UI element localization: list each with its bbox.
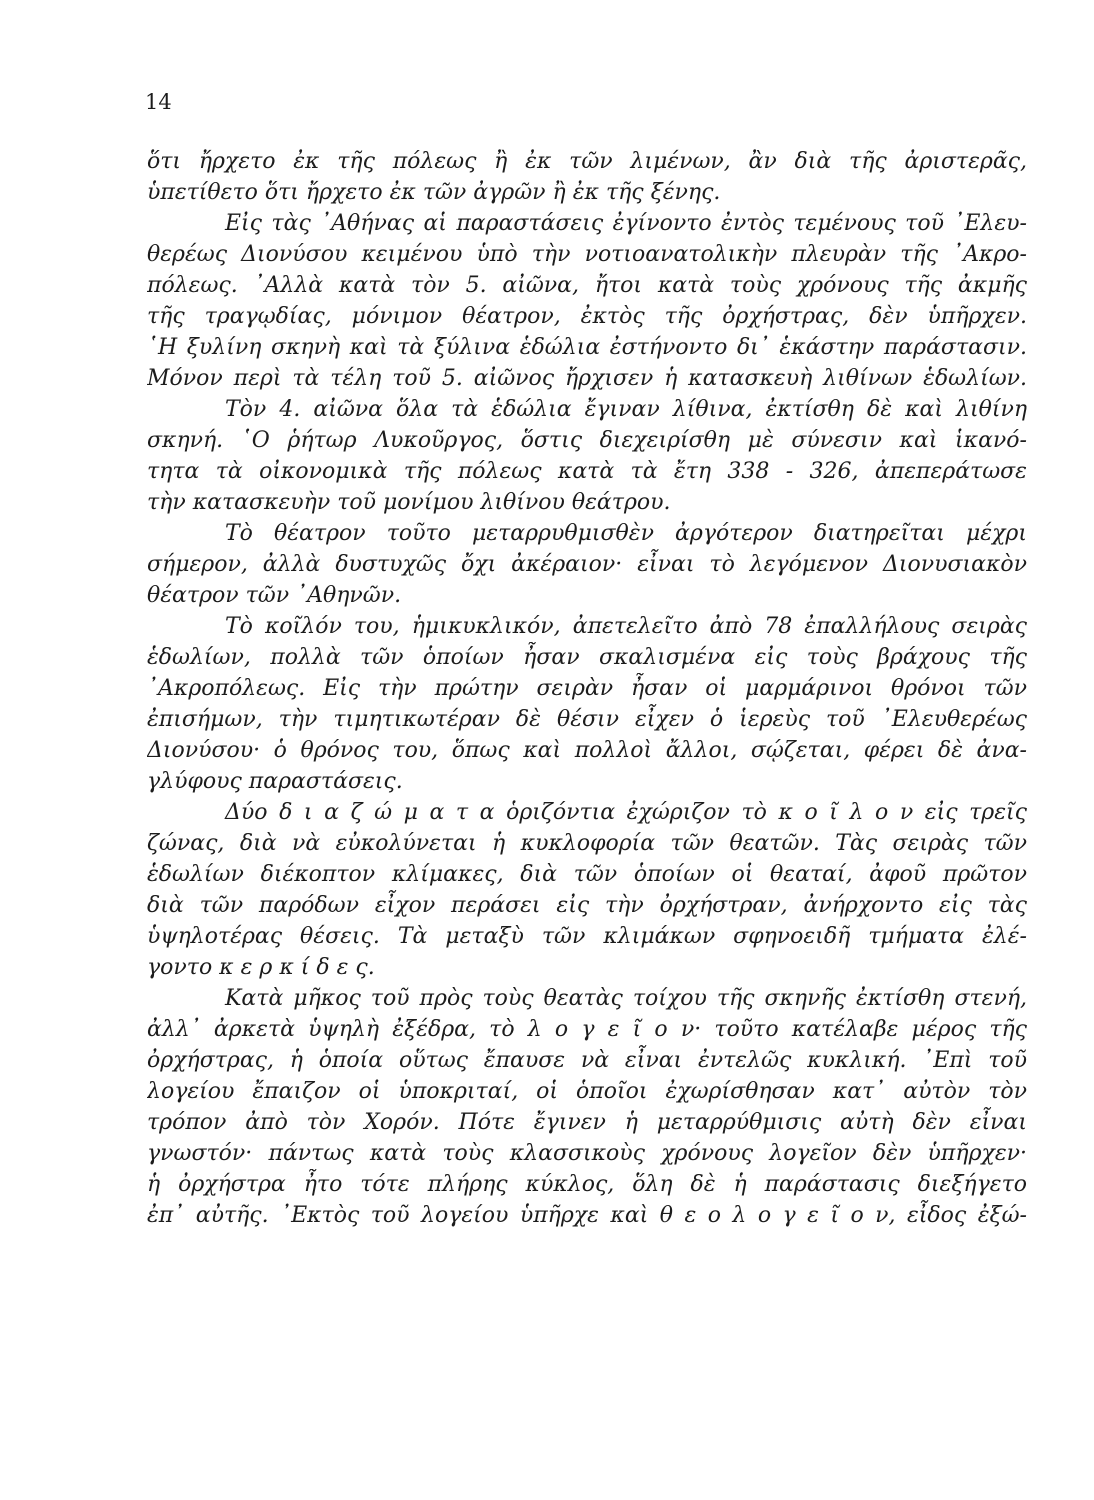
text-line: τητα τὰ οἰκονομικὰ τῆς πόλεως κατὰ τὰ ἔτη 338 - 326, ἀπεπεράτωσε bbox=[147, 459, 1027, 484]
text-line: τῆς τραγῳδίας, μόνιμον θέατρον, ἐκτὸς τῆς ὀρχήστρας, δὲν ὑπῆρχεν. bbox=[147, 304, 1027, 329]
text-line: Δύο δ ι α ζ ώ μ α τ α ὁριζόντια ἐχώριζον τὸ κ ο ῖ λ ο ν εἰς τρεῖς bbox=[225, 800, 1027, 825]
text-line: τὴν κατασκευὴν τοῦ μονίμου λιθίνου θεάτρου. bbox=[147, 490, 671, 515]
text-line: ἐπ᾿ αὐτῆς. ᾿Εκτὸς τοῦ λογείου ὑπῆρχε καὶ θ ε ο λ ο γ ε ῖ ο ν, εἶδος ἐξώ- bbox=[147, 1203, 1027, 1228]
text-line: θερέως Διονύσου κειμένου ὑπὸ τὴν νοτιοανατολικὴν πλευρὰν τῆς ᾿Ακρο- bbox=[147, 242, 1027, 267]
text-line: Μόνον περὶ τὰ τέλη τοῦ 5. αἰῶνος ἤρχισεν ἡ κατασκευὴ λιθίνων ἑδωλίων. bbox=[147, 366, 1027, 391]
text-line: γνωστόν· πάντως κατὰ τοὺς κλασσικοὺς χρόνους λογεῖον δὲν ὑπῆρχεν· bbox=[147, 1141, 1027, 1166]
text-line: λογείου ἔπαιζον οἱ ὑποκριταί, οἱ ὁποῖοι ἐχωρίσθησαν κατ᾿ αὐτὸν τὸν bbox=[147, 1079, 1027, 1104]
text-line: σήμερον, ἀλλὰ δυστυχῶς ὄχι ἀκέραιον· εἶναι τὸ λεγόμενον Διονυσιακὸν bbox=[147, 552, 1027, 577]
text-line: ὀρχήστρας, ἡ ὁποία οὕτως ἔπαυσε νὰ εἶναι ἐντελῶς κυκλική. ᾿Επὶ τοῦ bbox=[147, 1048, 1027, 1073]
text-line: Κατὰ μῆκος τοῦ πρὸς τοὺς θεατὰς τοίχου τῆς σκηνῆς ἐκτίσθη στενή, bbox=[225, 986, 1027, 1011]
text-line: Τὸ κοῖλόν του, ἡμικυκλικόν, ἀπετελεῖτο ἀπὸ 78 ἐπαλλήλους σειρὰς bbox=[225, 614, 1027, 639]
text-line: Τὸν 4. αἰῶνα ὅλα τὰ ἑδώλια ἔγιναν λίθινα, ἐκτίσθη δὲ καὶ λιθίνη bbox=[225, 397, 1027, 422]
text-line: ἑδωλίων διέκοπτον κλίμακες, διὰ τῶν ὁποίων οἱ θεαταί, ἀφοῦ πρῶτον bbox=[147, 862, 1027, 887]
page-number: 14 bbox=[145, 90, 172, 114]
text-line: ζώνας, διὰ νὰ εὐκολύνεται ἡ κυκλοφορία τῶν θεατῶν. Τὰς σειρὰς τῶν bbox=[147, 831, 1027, 856]
text-line: διὰ τῶν παρόδων εἶχον περάσει εἰς τὴν ὀρχήστραν, ἀνήρχοντο εἰς τὰς bbox=[147, 893, 1027, 918]
text-line: σκηνή. ῾Ο ῥήτωρ Λυκοῦργος, ὅστις διεχειρίσθη μὲ σύνεσιν καὶ ἱκανό- bbox=[147, 428, 1027, 453]
text-line: πόλεως. ᾿Αλλὰ κατὰ τὸν 5. αἰῶνα, ἤτοι κατὰ τοὺς χρόνους τῆς ἀκμῆς bbox=[147, 273, 1027, 298]
text-line: ὑψηλοτέρας θέσεις. Τὰ μεταξὺ τῶν κλιμάκων σφηνοειδῆ τμήματα ἐλέ- bbox=[147, 924, 1027, 949]
text-line: ὅτι ἤρχετο ἐκ τῆς πόλεως ἢ ἐκ τῶν λιμένων, ἂν διὰ τῆς ἀριστερᾶς, bbox=[147, 149, 1027, 174]
text-line: Τὸ θέατρον τοῦτο μεταρρυθμισθὲν ἀργότερον διατηρεῖται μέχρι bbox=[225, 521, 1027, 546]
text-line: ἡ ὀρχήστρα ἦτο τότε πλήρης κύκλος, ὅλη δὲ ἡ παράστασις διεξήγετο bbox=[147, 1172, 1027, 1197]
text-line: Εἰς τὰς ᾿Αθήνας αἱ παραστάσεις ἐγίνοντο ἐντὸς τεμένους τοῦ ᾿Ελευ- bbox=[225, 211, 1027, 236]
body-text bbox=[147, 146, 1027, 1231]
text-line: ἑδωλίων, πολλὰ τῶν ὁποίων ἦσαν σκαλισμένα εἰς τοὺς βράχους τῆς bbox=[147, 645, 1027, 670]
text-line: ᾿Ακροπόλεως. Εἰς τὴν πρώτην σειρὰν ἦσαν οἱ μαρμάρινοι θρόνοι τῶν bbox=[147, 676, 1027, 701]
text-line: θέατρον τῶν ᾿Αθηνῶν. bbox=[147, 583, 402, 608]
text-line: γοντο κ ε ρ κ ί δ ε ς. bbox=[147, 955, 375, 980]
text-line: ὑπετίθετο ὅτι ἤρχετο ἐκ τῶν ἀγρῶν ἢ ἐκ τῆς ξένης. bbox=[147, 180, 721, 205]
text-line: Διονύσου· ὁ θρόνος του, ὅπως καὶ πολλοὶ ἄλλοι, σῴζεται, φέρει δὲ ἀνα- bbox=[147, 738, 1027, 763]
text-line: ἐπισήμων, τὴν τιμητικωτέραν δὲ θέσιν εἶχεν ὁ ἱερεὺς τοῦ ᾿Ελευθερέως bbox=[147, 707, 1027, 732]
text-line: τρόπον ἀπὸ τὸν Χορόν. Πότε ἔγινεν ἡ μεταρρύθμισις αὐτὴ δὲν εἶναι bbox=[147, 1110, 1027, 1135]
text-line: γλύφους παραστάσεις. bbox=[147, 769, 403, 794]
text-line: ῾Η ξυλίνη σκηνὴ καὶ τὰ ξύλινα ἑδώλια ἐστήνοντο δι᾿ ἑκάστην παράστασιν. bbox=[147, 335, 1027, 360]
text-line: ἀλλ᾿ ἀρκετὰ ὑψηλὴ ἐξέδρα, τὸ λ ο γ ε ῖ ο ν· τοῦτο κατέλαβε μέρος τῆς bbox=[147, 1017, 1027, 1042]
